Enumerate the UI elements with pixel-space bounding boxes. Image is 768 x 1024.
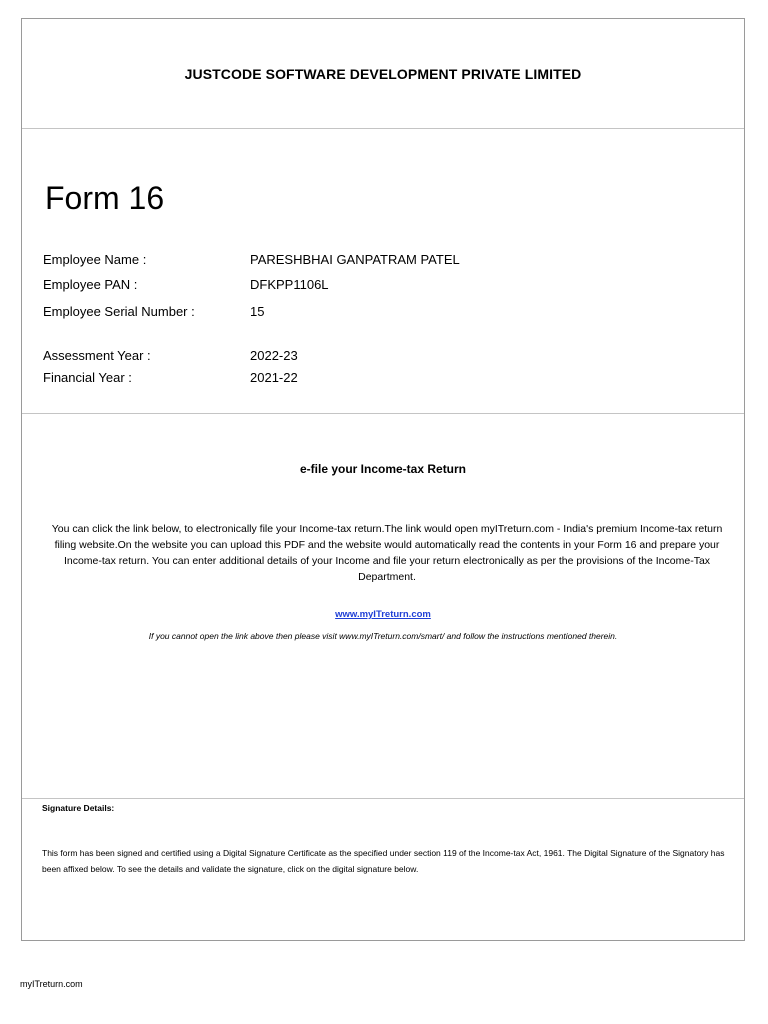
company-name: JUSTCODE SOFTWARE DEVELOPMENT PRIVATE LIMITED — [184, 66, 582, 82]
financial-year-value: 2021-22 — [250, 370, 298, 385]
employee-name-label: Employee Name : — [43, 252, 147, 267]
form-title: Form 16 — [45, 180, 165, 216]
employee-serial-value: 15 — [250, 304, 265, 319]
efile-description: You can click the link below, to electronically file your Income-tax return.The link would open myITreturn.com - India's premium Income-tax return filing website.On the website you can upload this PDF and the website would automatically read the contents in your Form 16 and prepare your Income-tax return. You can enter additional details of your Income and file your return electronically as per the provisions of the Income-Tax Department. — [51, 523, 723, 583]
form-page-frame — [21, 18, 745, 941]
assessment-year-label: Assessment Year : — [43, 348, 151, 363]
divider — [22, 413, 744, 414]
signature-description: This form has been signed and certified using a Digital Signature Certificate as the specified under section 119 of the Income-tax Act, 1961. The Digital Signature of the Signatory has been affixed below. To see the details and validate the signature, click on the digital signature below. — [42, 848, 725, 874]
divider — [22, 128, 744, 129]
employee-pan-value: DFKPP1106L — [250, 277, 329, 292]
efile-heading: e-file your Income-tax Return — [299, 462, 467, 476]
efile-note: If you cannot open the link above then please visit www.myITreturn.com/smart/ and follow the instructions mentioned therein. — [148, 631, 618, 641]
divider — [22, 798, 744, 799]
employee-name-value: PARESHBHAI GANPATRAM PATEL — [250, 252, 460, 267]
myitreturn-link[interactable]: www.myITreturn.com — [335, 609, 431, 620]
assessment-year-value: 2022-23 — [250, 348, 298, 363]
signature-heading: Signature Details: — [42, 803, 115, 813]
employee-pan-label: Employee PAN : — [43, 277, 138, 292]
financial-year-label: Financial Year : — [43, 370, 132, 385]
footer-text: myITreturn.com — [20, 979, 83, 989]
employee-serial-label: Employee Serial Number : — [43, 304, 195, 319]
